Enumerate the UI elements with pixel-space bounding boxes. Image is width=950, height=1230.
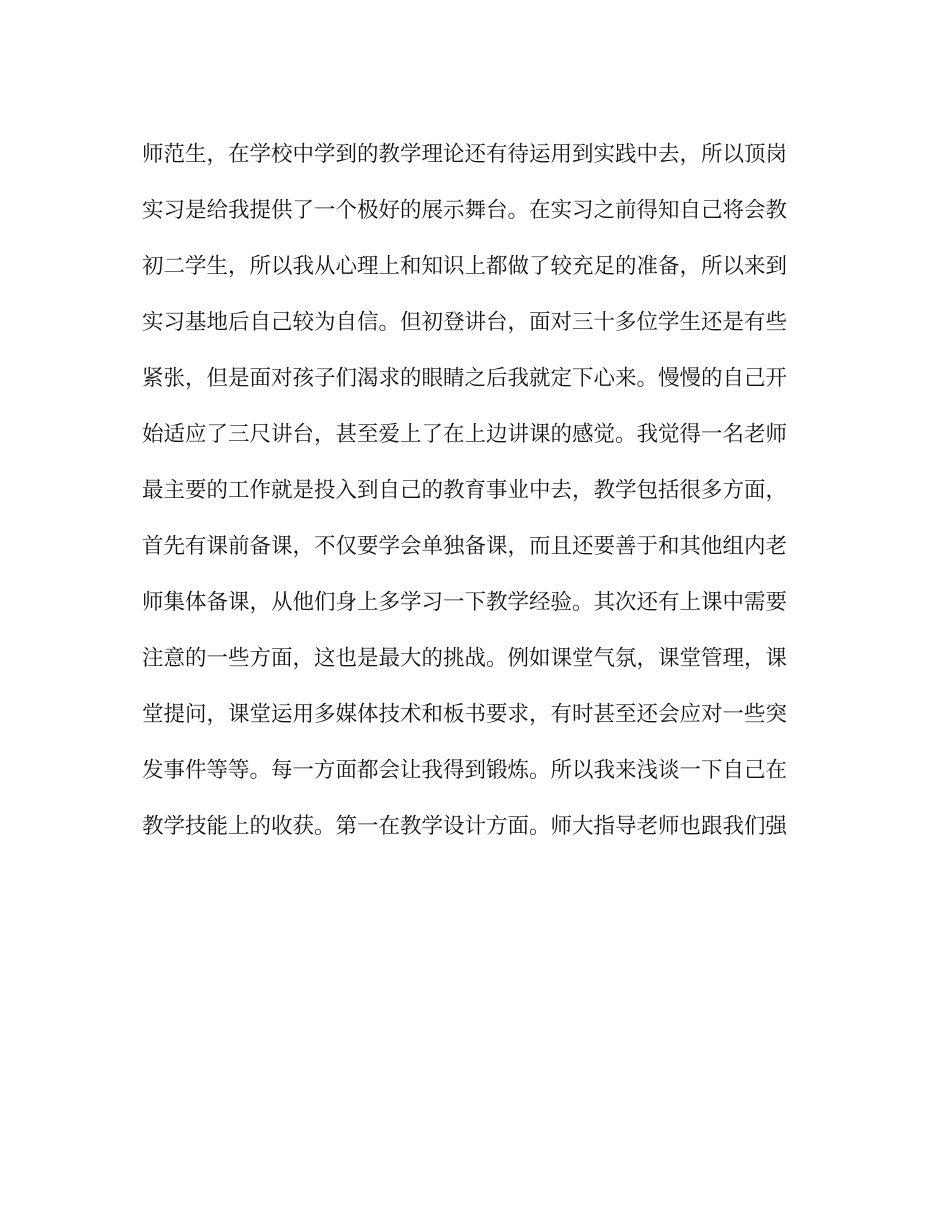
body-paragraph xyxy=(142,132,802,860)
text-line: 注意的一些方面，这也是最大的挑战。例如课堂气氛，课堂管理，课 xyxy=(142,646,788,671)
text-line: 发事件等等。每一方面都会让我得到锻炼。所以我来浅谈一下自己在 xyxy=(142,758,788,783)
text-line: 师集体备课，从他们身上多学习一下教学经验。其次还有上课中需要 xyxy=(142,590,788,615)
text-line: 堂提问，课堂运用多媒体技术和板书要求，有时甚至还会应对一些突 xyxy=(142,702,788,727)
text-line: 首先有课前备课，不仅要学会单独备课，而且还要善于和其他组内老 xyxy=(142,534,788,559)
text-line: 教学技能上的收获。第一在教学设计方面。师大指导老师也跟我们强 xyxy=(142,814,788,839)
text-line: 最主要的工作就是投入到自己的教育事业中去，教学包括很多方面， xyxy=(142,478,788,503)
text-line: 始适应了三尺讲台，甚至爱上了在上边讲课的感觉。我觉得一名老师 xyxy=(142,422,788,447)
text-line: 实习是给我提供了一个极好的展示舞台。在实习之前得知自己将会教 xyxy=(142,198,788,223)
text-line: 实习基地后自己较为自信。但初登讲台，面对三十多位学生还是有些 xyxy=(142,310,788,335)
text-line: 初二学生，所以我从心理上和知识上都做了较充足的准备，所以来到 xyxy=(142,254,788,279)
text-line: 师范生，在学校中学到的教学理论还有待运用到实践中去，所以顶岗 xyxy=(142,142,788,167)
text-line: 紧张，但是面对孩子们渴求的眼睛之后我就定下心来。慢慢的自己开 xyxy=(142,366,788,391)
